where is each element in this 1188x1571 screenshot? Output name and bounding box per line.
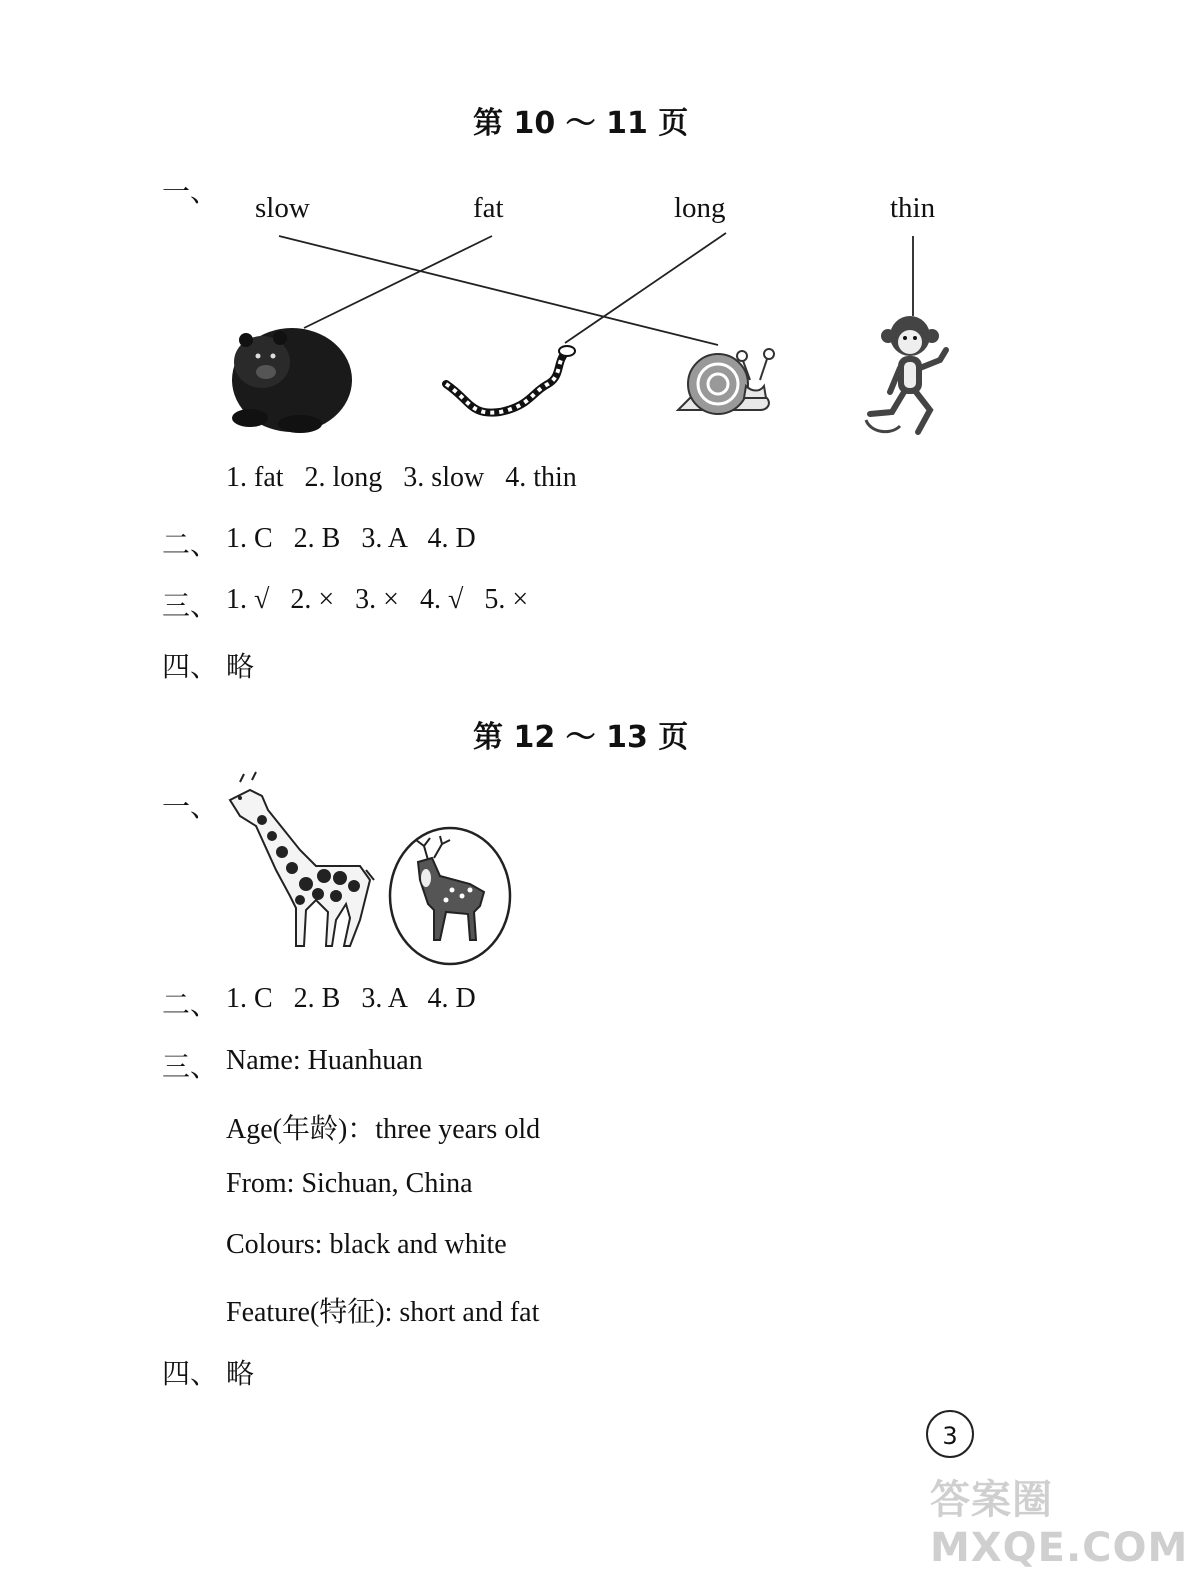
info-line-from: From: Sichuan, China [226, 1168, 473, 1199]
question-marker: 三、 [162, 591, 219, 622]
question-marker: 一、 [162, 792, 219, 823]
question-marker: 四、 [162, 652, 219, 683]
question-marker: 二、 [162, 530, 219, 561]
answer-line: 1. C 2. B 3. A 4. D [226, 523, 476, 554]
word-slow: slow [255, 192, 310, 224]
answer-line: 1. fat 2. long 3. slow 4. thin [226, 462, 577, 493]
question-marker: 二、 [162, 990, 219, 1021]
deer-icon [390, 828, 510, 964]
info-line-age: Age(年龄)：three years old [226, 1114, 541, 1145]
question-marker: 三、 [162, 1052, 219, 1083]
word-thin: thin [890, 192, 936, 224]
answer-line: 略 [226, 1359, 255, 1390]
info-line-colours: Colours: black and white [226, 1229, 507, 1260]
watermark: 答案圈 MXQE.COM [930, 1477, 1188, 1571]
question-marker: 四、 [162, 1359, 219, 1390]
answer-line: 1. C 2. B 3. A 4. D [226, 983, 476, 1014]
info-line-feature: Feature(特征): short and fat [226, 1297, 540, 1328]
word-long: long [674, 192, 726, 224]
answer-line: 1. √ 2. × 3. × 4. √ 5. × [226, 584, 529, 615]
answer-line: 略 [226, 652, 255, 683]
info-line-name: Name: Huanhuan [226, 1045, 423, 1076]
section-heading: 第 10 ～ 11 页 [473, 106, 689, 141]
section-heading: 第 12 ～ 13 页 [473, 720, 689, 755]
page-number: 3 [926, 1410, 974, 1458]
question-marker: 一、 [162, 177, 219, 208]
word-fat: fat [473, 192, 504, 224]
giraffe-icon [230, 772, 374, 946]
